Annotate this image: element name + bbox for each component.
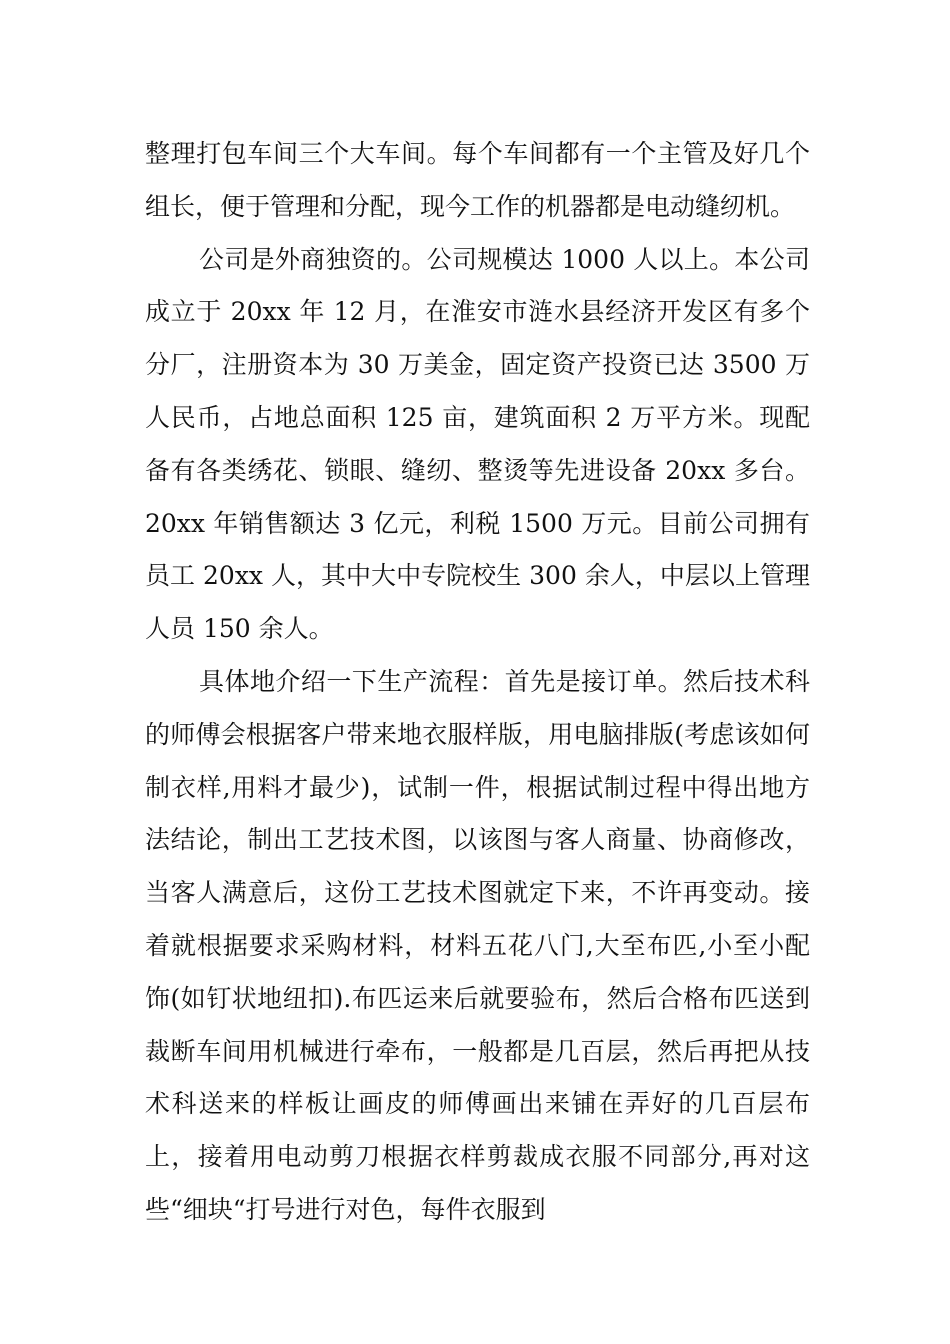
- body-text: [145, 128, 810, 1237]
- paragraph-company-profile: 公司是外商独资的。公司规模达 1000 人以上。本公司成立于 20xx 年 12 月，在淮安市涟水县经济开发区有多个分厂，注册资本为 30 万美金，固定资产投资已达 3500 万人民币，占地总面积 125 亩，建筑面积 2 万平方米。现配备有各类绣花、锁眼、缝纫、整烫等先进设备 20xx 多台。20xx 年销售额达 3 亿元，利税 1500 万元。目前公司拥有员工 20xx 人，其中大中专院校生 300 余人，中层以上管理人员 150 余人。: [145, 244, 810, 644]
- paragraph-workshops: 整理打包车间三个大车间。每个车间都有一个主管及好几个组长，便于管理和分配，现今工作的机器都是电动缝纫机。: [145, 139, 810, 221]
- paragraph-production-process: 具体地介绍一下生产流程：首先是接订单。然后技术科的师傅会根据客户带来地衣服样版，用电脑排版(考虑该如何制衣样,用料才最少)，试制一件，根据试制过程中得出地方法结论，制出工艺技术图，以该图与客人商量、协商修改，当客人满意后，这份工艺技术图就定下来，不许再变动。接着就根据要求采购材料，材料五花八门,大至布匹,小至小配饰(如钉状地纽扣).布匹运来后就要验布，然后合格布匹送到裁断车间用机械进行牵布，一般都是几百层，然后再把从技术科送来的样板让画皮的师傅画出来铺在弄好的几百层布上，接着用电动剪刀根据衣样剪裁成衣服不同部分,再对这些“细块“打号进行对色，每件衣服到: [145, 666, 810, 1224]
